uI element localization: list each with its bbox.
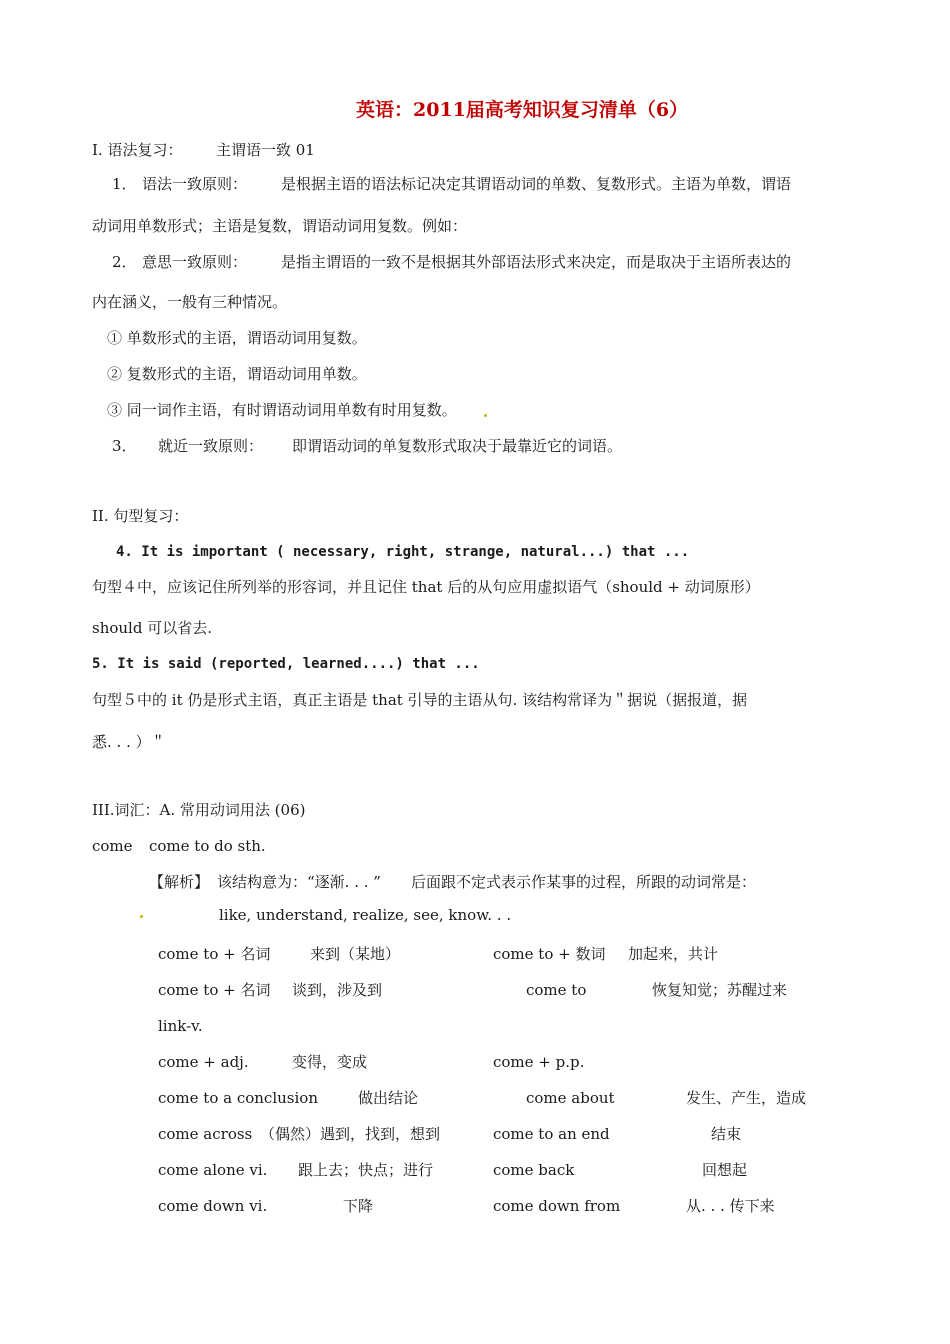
case-item: ① 单数形式的主语，谓语动词用复数。	[107, 329, 367, 347]
phrase-cn: 跟上去；快点；进行	[298, 1161, 434, 1179]
pattern-4-note-cont: should 可以省去.	[92, 619, 212, 637]
rule-3-text: 即谓语动词的单复数形式取决于最靠近它的词语。	[292, 437, 623, 455]
phrase-cn: （偶然）遇到，找到，想到	[260, 1125, 441, 1143]
annotation-dot	[140, 915, 143, 918]
rule-2-text-cont: 内在涵义，一般有三种情况。	[92, 293, 288, 311]
phrase-en: come + p.p.	[493, 1053, 585, 1071]
headword: come	[92, 837, 133, 855]
section-1-topic: 主谓语一致 01	[216, 141, 315, 159]
section-2-heading: II. 句型复习：	[92, 507, 189, 525]
pattern-5-note: 句型５中的 it 仍是形式主语，真正主语是 that 引导的主语从句. 该结构常译为＂据说（据报道，据	[92, 691, 748, 709]
phrase-cn: 加起来，共计	[628, 945, 719, 963]
phrase-en: come + adj.	[158, 1053, 249, 1071]
rule-3-label: 就近一致原则：	[158, 437, 264, 455]
annotation-dot	[484, 414, 487, 417]
rule-1-number: 1．	[112, 175, 137, 193]
phrase-en: come to + 数词	[493, 945, 606, 963]
rule-2-text: 是指主谓语的一致不是根据其外部语法形式来决定，而是取决于主语所表达的	[281, 253, 792, 271]
phrase-en: come to + 名词	[158, 981, 271, 999]
phrase-en: come to a conclusion	[158, 1089, 318, 1107]
phrase-en: come about	[526, 1089, 615, 1107]
headword-example: come to do sth.	[149, 837, 266, 855]
phrase-en: come alone vi.	[158, 1161, 268, 1179]
phrase-cn: 下降	[343, 1197, 374, 1215]
phrase-en: link-v.	[158, 1017, 203, 1035]
rule-1-text-cont: 动词用单数形式；主语是复数，谓语动词用复数。例如：	[92, 217, 468, 235]
rule-1-text: 是根据主语的语法标记决定其谓语动词的单数、复数形式。主语为单数，谓语	[281, 175, 792, 193]
analysis-tag: 【解析】	[149, 873, 210, 891]
document-title: 英语：2011届高考知识复习清单（6）	[356, 99, 689, 121]
phrase-en: come down vi.	[158, 1197, 268, 1215]
phrase-cn: 变得，变成	[292, 1053, 368, 1071]
phrase-en: come to	[526, 981, 587, 999]
phrase-en: come across	[158, 1125, 253, 1143]
rule-3-number: 3．	[112, 437, 137, 455]
phrase-cn: 结束	[711, 1125, 742, 1143]
phrase-en: come down from	[493, 1197, 621, 1215]
case-item: ② 复数形式的主语，谓语动词用单数。	[107, 365, 367, 383]
phrase-en: come back	[493, 1161, 575, 1179]
rule-2-number: 2．	[112, 253, 137, 271]
phrase-cn: 谈到，涉及到	[292, 981, 383, 999]
rule-1-label: 语法一致原则：	[142, 175, 248, 193]
analysis-verbs: like, understand, realize, see, know. . .	[219, 906, 512, 924]
phrase-cn: 来到（某地）	[310, 945, 401, 963]
phrase-en: come to + 名词	[158, 945, 271, 963]
phrase-en: come to an end	[493, 1125, 610, 1143]
case-item: ③ 同一词作主语，有时谓语动词用单数有时用复数。	[107, 401, 457, 419]
section-1-heading: I. 语法复习：	[92, 141, 183, 159]
analysis-text: 该结构意为：“逐渐. . . ” 后面跟不定式表示作某事的过程，所跟的动词常是：	[217, 873, 756, 891]
phrase-cn: 回想起	[702, 1161, 748, 1179]
phrase-cn: 做出结论	[358, 1089, 419, 1107]
phrase-cn: 恢复知觉；苏醒过来	[652, 981, 788, 999]
pattern-4-note: 句型４中，应该记住所列举的形容词，并且记住 that 后的从句应用虚拟语气（should + 动词原形）	[92, 578, 760, 596]
phrase-cn: 从. . . 传下来	[686, 1197, 775, 1215]
sentence-pattern-5: 5. It is said (reported, learned....) that ...	[92, 656, 480, 672]
rule-2-label: 意思一致原则：	[142, 253, 248, 271]
pattern-5-note-cont: 悉. . . ）＂	[92, 733, 166, 751]
phrase-cn: 发生、产生，造成	[686, 1089, 807, 1107]
section-3-heading: III.词汇：A. 常用动词用法 (06)	[92, 801, 306, 819]
sentence-pattern-4: 4. It is important ( necessary, right, strange, natural...) that ...	[116, 544, 690, 560]
